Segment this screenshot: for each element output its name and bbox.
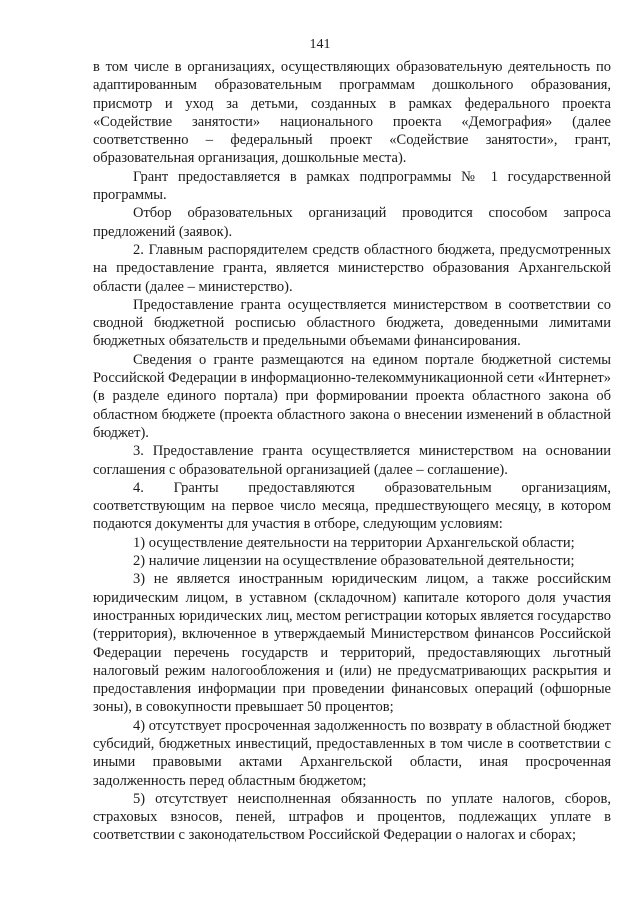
page-number: 141 [309,37,331,52]
paragraph-grant-program: Грант предоставляется в рамках подпрограммы № 1 государственной программы. [93,168,611,204]
paragraph-grant-provision: Предоставление гранта осуществляется министерством в соответствии со сводной бюджетной росписью областного бюджета, доведенными лимитами бюджетных обязательств и предельными объемами финансирования. [93,296,611,350]
paragraph-item-3: 3. Предоставление гранта осуществляется министерством на основании соглашения с образовательной организацией (далее – соглашение). [93,443,611,478]
condition-5: 5) отсутствует неисполненная обязанность по уплате налогов, сборов, страховых взносов, пеней, штрафов и процентов, подлежащих уплате в соответствии с законодательством Российской Федерации о налогах и сборах; [93,790,611,844]
document-body [93,58,611,845]
condition-4: 4) отсутствует просроченная задолженность по возврату в областной бюджет субсидий, бюджетных инвестиций, предоставленных в том числе в соответствии с иными правовыми актами Архангельской области, иная просроченная задолженность перед областным бюджетом; [93,717,611,789]
paragraph-item-4: 4. Гранты предоставляются образовательным организациям, соответствующим на первое число месяца, предшествующего месяцу, в котором подаются документы для участия в отборе, следующим условиям: [93,479,611,533]
paragraph-item-2: 2. Главным распорядителем средств областного бюджета, предусмотренных на предоставление гранта, является министерство образования Архангельской области (далее – министерство). [93,241,611,295]
condition-2: 2) наличие лицензии на осуществление образовательной деятельности; [133,553,575,570]
condition-3: 3) не является иностранным юридическим лицом, а также российским юридическим лицом, в уставном (складочном) капитале которого доля участия иностранных юридических лиц, местом регистрации которых является государство (территория), включенное в утверждаемый Министерством финансов Российской Федерации перечень государств и территорий, предоставляющих льготный налоговый режим налогообложения и (или) не предусматривающих раскрытия и предоставления информации при проведении финансовых операций (офшорные зоны), в совокупности превышает 50 процентов; [93,571,611,716]
paragraph-selection-method: Отбор образовательных организаций проводится способом запроса предложений (заявок). [93,205,611,240]
paragraph-continuation: в том числе в организациях, осуществляющих образовательную деятельность по адаптированным образовательным программам дошкольного образования, присмотр и уход за детьми, созданных в рамках федерального проекта «Содействие занятости» национального проекта «Демография» (далее соответственно – федеральный проект «Содействие занятости», грант, образовательная организация, дошкольные места). [93,59,611,167]
paragraph-grant-info: Сведения о гранте размещаются на едином портале бюджетной системы Российской Федерации в информационно-телекоммуникационной сети «Интернет» (в разделе единого портала) при формировании проекта областного закона об областном бюджете (проекта областного закона о внесении изменений в областной бюджет). [93,351,611,441]
condition-1: 1) осуществление деятельности на территории Архангельской области; [133,534,575,551]
